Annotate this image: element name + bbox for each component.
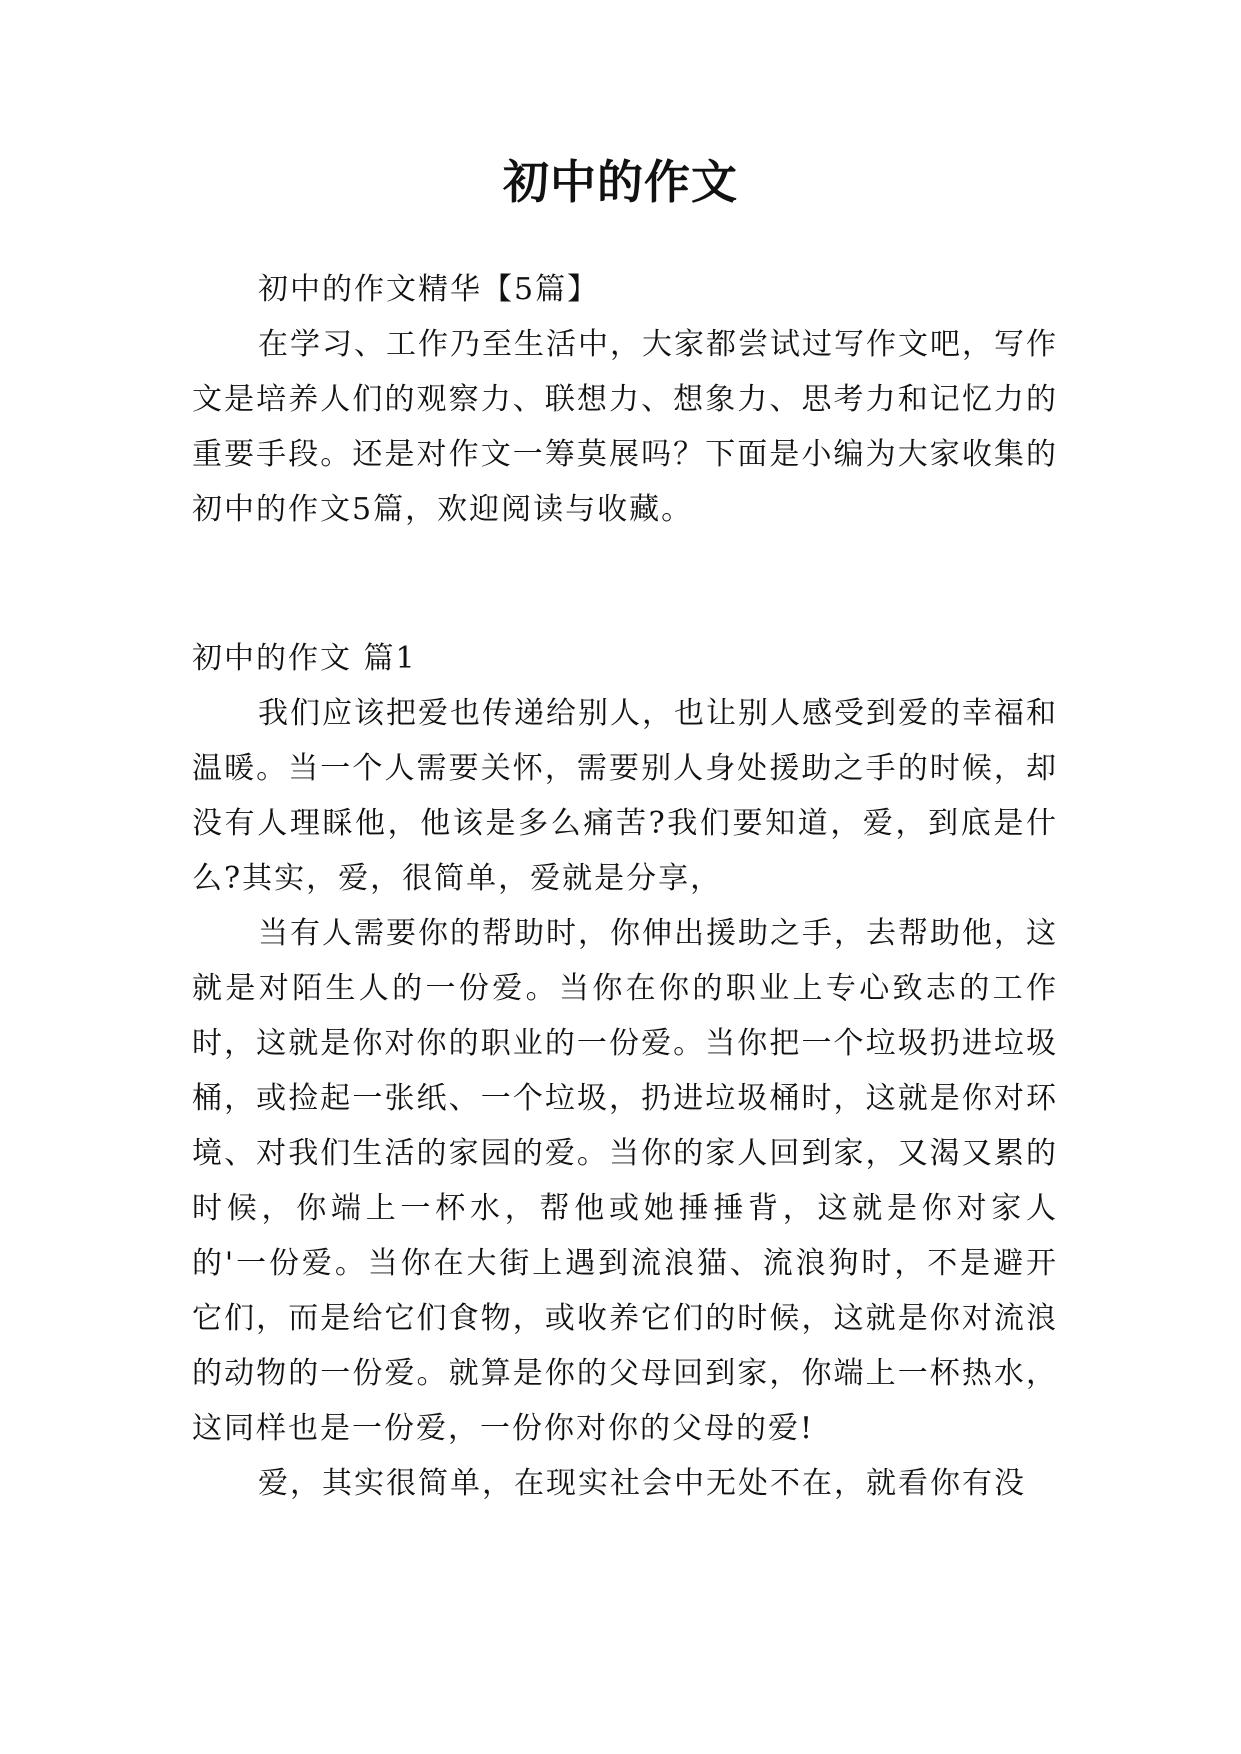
essay-section bbox=[192, 631, 1058, 1511]
paragraph: 当有人需要你的帮助时，你伸出援助之手，去帮助他，这就是对陌生人的一份爱。当你在你的职业上专心致志的工作时，这就是你对你的职业的一份爱。当你把一个垃圾扔进垃圾桶，或捡起一张纸、一个垃圾，扔进垃圾桶时，这就是你对环境、对我们生活的家园的爱。当你的家人回到家，又渴又累的时候，你端上一杯水，帮他或她捶捶背，这就是你对家人的'一份爱。当你在大街上遇到流浪猫、流浪狗时，不是避开它们，而是给它们食物，或收养它们的时候，这就是你对流浪的动物的一份爱。就算是你的父母回到家，你端上一杯热水，这同样也是一份爱，一份你对你的父母的爱! bbox=[192, 916, 1058, 1446]
document-title: 初中的作文 bbox=[503, 155, 738, 209]
paragraph: 我们应该把爱也传递给别人，也让别人感受到爱的幸福和温暖。当一个人需要关怀，需要别人身处援助之手的时候，却没有人理睬他，他该是多么痛苦?我们要知道，爱，到底是什么?其实，爱，很简单，爱就是分享， bbox=[192, 696, 1058, 896]
paragraph: 爱，其实很简单，在现实社会中无处不在，就看你有没 bbox=[258, 1466, 1026, 1501]
intro-paragraph: 在学习、工作乃至生活中，大家都尝试过写作文吧，写作文是培养人们的观察力、联想力、想象力、思考力和记忆力的重要手段。还是对作文一筹莫展吗？下面是小编为大家收集的初中的作文5篇，欢迎阅读与收藏。 bbox=[192, 327, 1058, 527]
intro-block bbox=[192, 262, 1058, 537]
document-subtitle: 初中的作文精华【5篇】 bbox=[258, 272, 600, 307]
section-heading: 初中的作文 篇1 bbox=[192, 641, 417, 676]
